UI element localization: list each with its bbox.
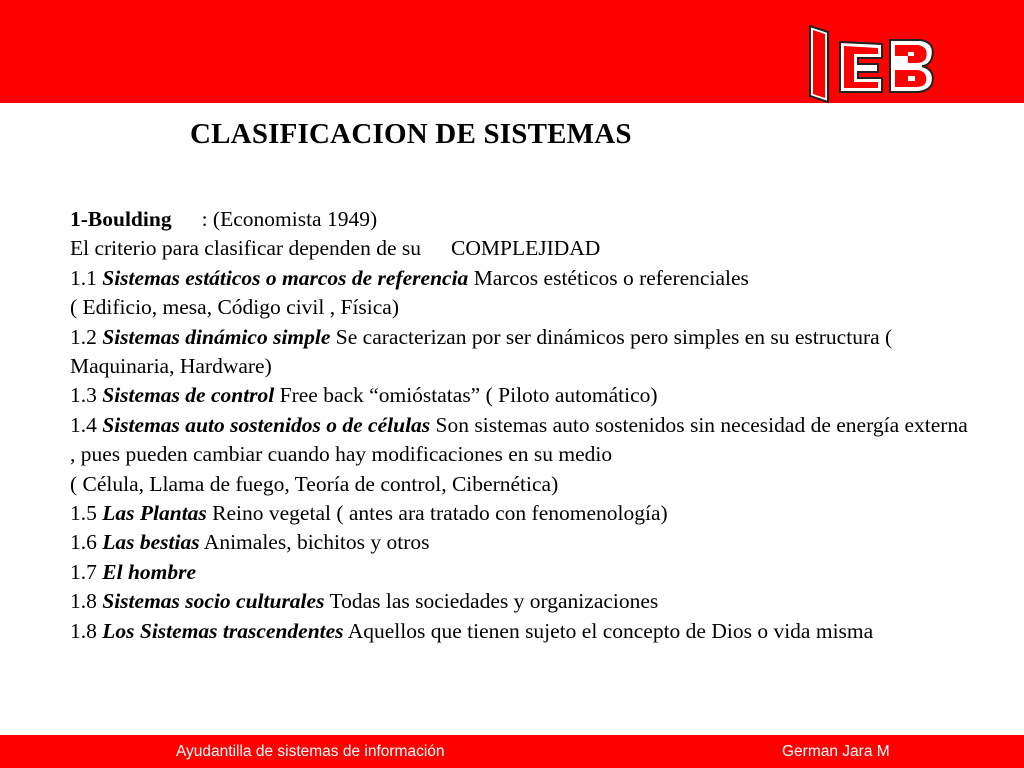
list-item-continuation (70, 293, 975, 322)
item-text: Todas las sociedades y organizaciones (324, 589, 659, 614)
item-number: 1.8 (70, 618, 97, 643)
item-text: Marcos estéticos o referenciales (468, 265, 749, 290)
author-note: : (Economista 1949) (201, 207, 378, 231)
list-item (70, 411, 975, 470)
criterion-value: COMPLEJIDAD (451, 236, 601, 261)
item-text: Se caracterizan por ser dinámicos pero simples en su estructura ( Maquinaria, Hardware) (70, 324, 893, 379)
list-item (70, 528, 975, 557)
item-label: Sistemas de control (102, 383, 275, 408)
ieb-logo (808, 22, 940, 106)
list-item (70, 587, 975, 616)
item-number: 1.6 (70, 530, 97, 555)
ieb-logo-graphic (808, 22, 940, 106)
list-item (70, 381, 975, 410)
item-number: 1.3 (70, 383, 97, 408)
item-number: 1.7 (70, 559, 97, 584)
page-title: CLASIFICACION DE SISTEMAS (190, 118, 632, 150)
item-label: Sistemas estáticos o marcos de referencia (102, 265, 469, 290)
item-text: Reino vegetal ( antes ara tratado con fenomenología) (206, 501, 668, 526)
item-label: Sistemas socio culturales (102, 589, 325, 614)
item-number: 1.5 (70, 501, 97, 526)
item-number: 1.2 (70, 324, 97, 349)
footer-band (0, 735, 1024, 768)
item-number: 1.4 (70, 412, 97, 437)
criterion-text: El criterio para clasificar dependen de su (70, 236, 421, 261)
item-label: Sistemas dinámico simple (102, 324, 331, 349)
list-item (70, 264, 975, 293)
item-continuation: ( Célula, Llama de fuego, Teoría de control, Cibernética) (70, 471, 559, 496)
item-number: 1.8 (70, 589, 97, 614)
item-label: Las Plantas (102, 501, 207, 526)
item-number: 1.1 (70, 265, 97, 290)
footer-course: Ayudantilla de sistemas de información (176, 743, 445, 760)
list-item (70, 499, 975, 528)
item-text: Animales, bichitos y otros (199, 530, 430, 555)
author-line (70, 205, 975, 234)
footer-author: German Jara M (782, 743, 890, 760)
list-item-continuation (70, 470, 975, 499)
item-text: Son sistemas auto sostenidos sin necesidad de energía externa , pues pueden cambiar cuando hay modificaciones en su medio (70, 412, 968, 467)
item-label: El hombre (102, 559, 197, 584)
item-continuation: ( Edificio, mesa, Código civil , Física) (70, 295, 400, 320)
item-label: Sistemas auto sostenidos o de células (102, 412, 431, 437)
list-item (70, 617, 975, 646)
author-name: 1-Boulding (70, 207, 172, 231)
item-text: Aquellos que tienen sujeto el concepto de Dios o vida misma (343, 618, 874, 643)
list-item (70, 323, 975, 382)
list-item (70, 558, 975, 587)
criterion-line (70, 234, 975, 263)
content-body (70, 205, 975, 646)
item-text: Free back “omióstatas” ( Piloto automático) (274, 383, 658, 408)
item-label: Las bestias (102, 530, 200, 555)
item-label: Los Sistemas trascendentes (102, 618, 344, 643)
